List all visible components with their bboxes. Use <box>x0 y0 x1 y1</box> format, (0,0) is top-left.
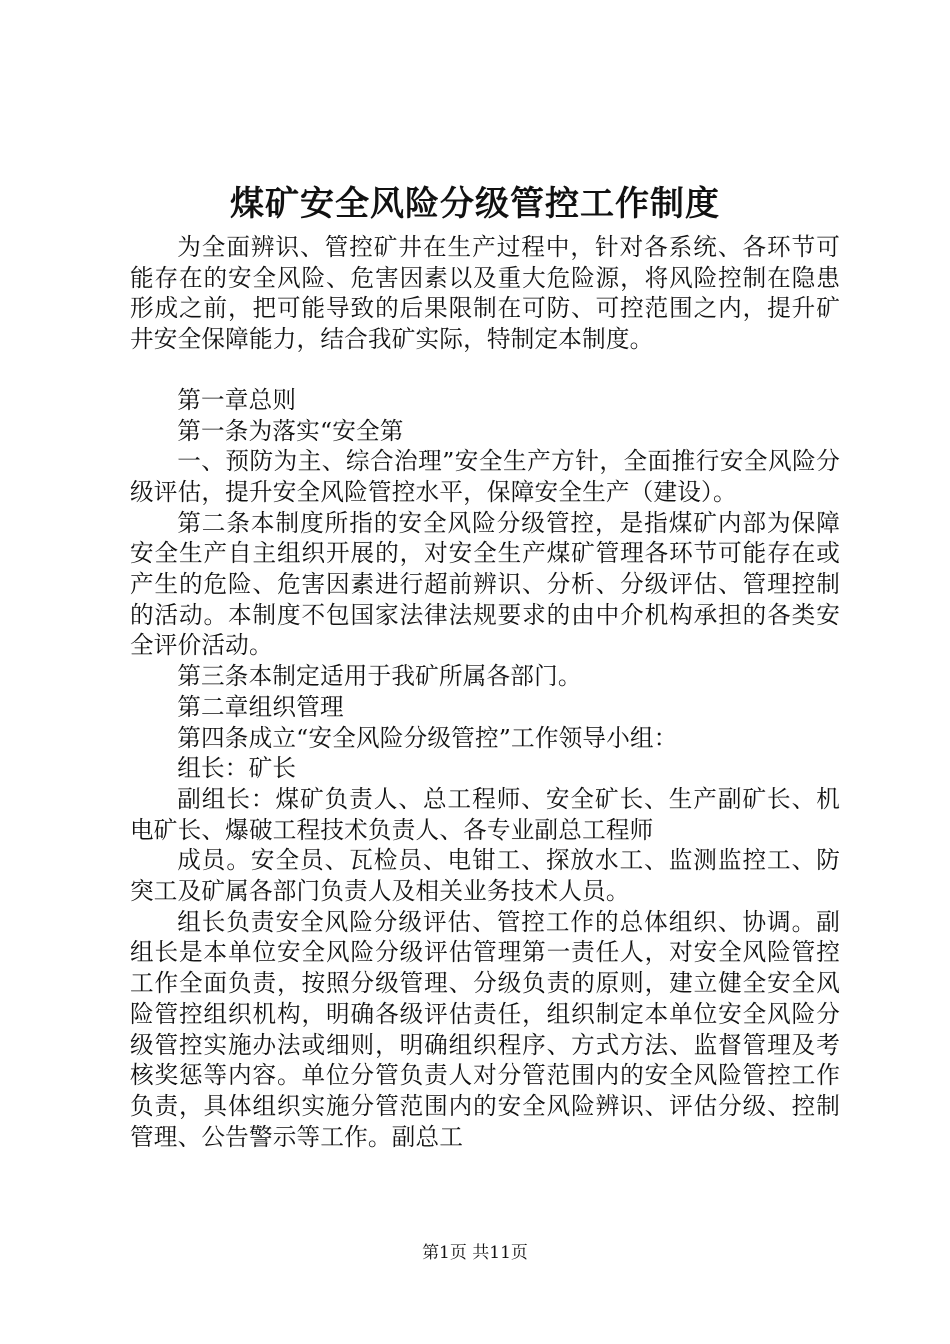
chapter-heading: 第一章总则 <box>177 385 297 414</box>
document-title: 煤矿安全风险分级管控工作制度 <box>230 184 720 224</box>
chapter-heading: 第二章组织管理 <box>177 692 344 721</box>
intro-paragraph: 为全面辨识、管控矿井在生产过程中，针对各系统、各环节可能存在的安全风险、危害因素以及重大危险源，将风险控制在隐患形成之前，把可能导致的后果限制在可防、可控范围之内，提升矿井安全保障能力，结合我矿实际，特制定本制度。 <box>130 233 840 354</box>
article-paragraph: 第四条成立“安全风险分级管控”工作领导小组： <box>177 723 678 752</box>
body-paragraph: 组长负责安全风险分级评估、管控工作的总体组织、协调。副组长是本单位安全风险分级评估管理第一责任人，对安全风险管控工作全面负责，按照分级管理、分级负责的原则，建立健全安全风险管控组织机构，明确各级评估责任，组织制定本单位安全风险分级管控实施办法或细则，明确组织程序、方式方法、监督管理及考核奖惩等内容。单位分管负责人对分管范围内的安全风险管控工作负责，具体组织实施分管范围内的安全风险辨识、评估分级、控制管理、公告警示等工作。副总工 <box>130 907 840 1151</box>
page-footer: 第1页 共11页 <box>422 1243 528 1263</box>
article-paragraph: 第一条为落实“安全第 <box>177 416 404 445</box>
member-paragraph: 成员。安全员、瓦检员、电钳工、探放水工、监测监控工、防突工及矿属各部门负责人及相关业务技术人员。 <box>130 846 840 906</box>
article-paragraph: 一、预防为主、综合治理”安全生产方针，全面推行安全风险分级评估，提升安全风险管控水平，保障安全生产（建设）。 <box>130 447 840 506</box>
member-paragraph: 副组长：煤矿负责人、总工程师、安全矿长、生产副矿长、机电矿长、爆破工程技术负责人、各专业副总工程师 <box>130 784 840 844</box>
document-body <box>130 232 840 1152</box>
article-paragraph: 第二条本制度所指的安全风险分级管控，是指煤矿内部为保障安全生产自主组织开展的，对安全生产煤矿管理各环节可能存在或产生的危险、危害因素进行超前辨识、分析、分级评估、管理控制的活动。本制度不包国家法律法规要求的由中介机构承担的各类安全评价活动。 <box>130 508 840 660</box>
article-paragraph: 第三条本制定适用于我矿所属各部门。 <box>177 662 582 691</box>
member-paragraph: 组长：矿长 <box>177 754 297 783</box>
